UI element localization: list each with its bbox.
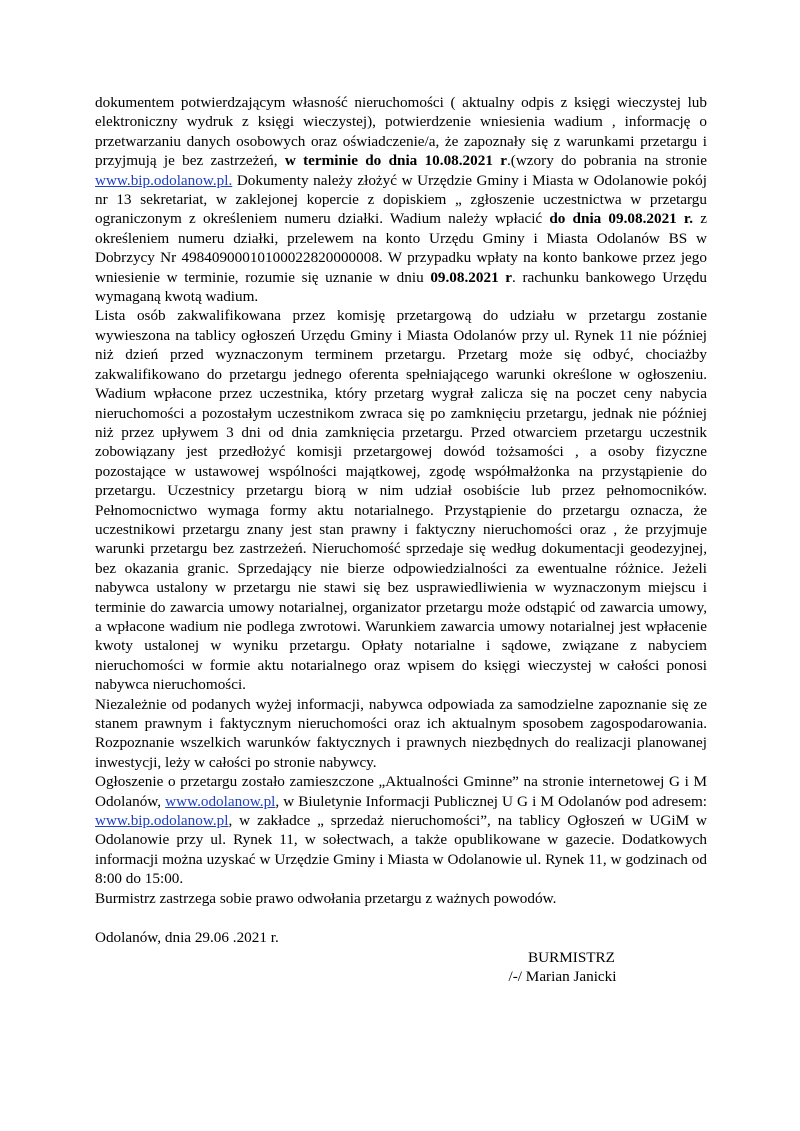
paragraph-documents-and-deposit: [95, 93, 707, 306]
text-segment: . rachunku bankowego Urzędu wymaganą kwotą wadium.: [95, 268, 707, 306]
signature-block: [500, 948, 625, 987]
deadline-bold: w terminie do dnia 10.08.2021 r: [284, 152, 507, 170]
document-body: [95, 93, 707, 947]
bip-link-2[interactable]: www.bip.odolanow.pl: [95, 812, 229, 830]
text-segment: Dokumenty należy złożyć w Urzędzie Gminy i Miasta w Odolanowie pokój nr 13 sekretariat, w zaklejonej kopercie z dopiskiem „ zgłoszenie uczestnictwa w przetargu ograniczonym z określeniem numeru działki. Wadium należy wpłacić: [95, 171, 707, 228]
text-segment: .(wzory do pobrania na stronie: [506, 152, 707, 170]
text-segment: , w zakładce „ sprzedaż nieruchomości”, na tablicy Ogłoszeń w UGiM w Odolanowie przy ul. Rynek 11, w sołectwach, a także opublikowane w gazecie. Dodatkowych informacji można uzyskać w Urzędzie Gminy i Miasta w Odolanowie ul. Rynek 11, w godzinach od 8:00 do 15:00.: [95, 812, 707, 888]
date-line: Odolanów, dnia 29.06 .2021 r.: [95, 929, 279, 947]
paragraph-buyer-responsibility: Niezależnie od podanych wyżej informacji, nabywca odpowiada za samodzielne zapoznanie się ze stanem prawnym i faktycznym nieruchomości oraz ich aktualnym sposobem zagospodarowania. Rozpoznanie wszelkich warunków faktycznych i prawnych niezbędnych do realizacji planowanej inwestycji, leży w całości po stronie nabywcy.: [95, 695, 707, 771]
odolanow-link[interactable]: www.odolanow.pl: [165, 792, 276, 810]
signature-name: /-/ Marian Janicki: [508, 968, 617, 986]
text-segment: Ogłoszenie o przetargu zostało zamieszczone „Aktualności Gminne” na stronie internetowej G i M Odolanów,: [95, 773, 707, 810]
bip-link[interactable]: www.bip.odolanow.pl.: [95, 171, 233, 189]
signature-title: BURMISTRZ: [528, 949, 615, 966]
text-segment: dokumentem potwierdzającym własność nieruchomości ( aktualny odpis z księgi wieczystej lub elektroniczny wydruk z księgi wieczystej), potwierdzenie wniesienia wadium , informację o przetwarzaniu danych osobowych oraz oświadczenie/a, że zapoznały się z warunkami przetargu i przyjmują je bez zastrzeżeń,: [95, 94, 707, 170]
paragraph-publication-info: [95, 772, 707, 888]
paragraph-tender-rules: Lista osób zakwalifikowana przez komisję przetargową do udziału w przetargu zostanie wywieszona na tablicy ogłoszeń Urzędu Gminy i Miasta Odolanów przy ul. Rynek 11 nie później niż dzień przed wyznaczonym terminem przetargu. Przetarg może się odbyć, chociażby zakwalifikowano do przetargu jednego oferenta spełniającego warunki określone w ogłoszeniu. Wadium wpłacone przez uczestnika, który przetarg wygrał zalicza się na poczet ceny nabycia nieruchomości a pozostałym uczestnikom zwraca się po zamknięciu przetargu, jednak nie później niż przez upływem 3 dni od dnia zamknięcia przetargu. Przed otwarciem przetargu uczestnik zobowiązany jest przedłożyć komisji przetargowej dowód tożsamości , a osoby fizyczne pozostające w ustawowej wspólności majątkowej, zgodę współmałżonka na przystąpienie do przetargu. Uczestnicy przetargu biorą w nim udział osobiście lub przez pełnomocników. Pełnomocnictwo wymaga formy aktu notarialnego. Przystąpienie do przetargu oznacza, że uczestnikowi przetargu znany jest stan prawny i faktyczny nieruchomości oraz , że przyjmuje warunki przetargu bez zastrzeżeń. Nieruchomość sprzedaje się według dokumentacji geodezyjnej, bez okazania granic. Sprzedający nie bierze odpowiedzialności za ewentualne różnice. Jeżeli nabywca ustalony w przetargu nie stawi się bez usprawiedliwienia w wyznaczonym miejscu i terminie do zawarcia umowy notarialnej, organizator przetargu może odstąpić od zawarcia umowy, a wpłacone wadium nie podlega zwrotowi. Warunkiem zawarcia umowy notarialnej jest wpłacenie kwoty ustalonej w wyniku przetargu. Opłaty notarialne i sądowe, związane z nabyciem nieruchomości w formie aktu notarialnego oraz wpisem do księgi wieczystej w całości ponosi nabywca nieruchomości.: [95, 307, 707, 694]
text-segment: , w Biuletynie Informacji Publicznej U G i M Odolanów pod adresem:: [275, 792, 707, 810]
payment-date-bold: 09.08.2021 r: [430, 268, 513, 286]
deposit-deadline-bold: do dnia 09.08.2021 r.: [549, 210, 694, 228]
paragraph-cancellation-right: Burmistrz zastrzega sobie prawo odwołania przetargu z ważnych powodów.: [95, 889, 557, 907]
text-segment: z określeniem numeru działki, przelewem na konto Urzędu Gminy i Miasta Odolanów BS w Dobrzycy Nr 49840900010100022820000008. W przypadku wpłaty na konto bankowe przez jego wniesienie w terminie, rozumie się uznanie w dniu: [95, 210, 707, 286]
